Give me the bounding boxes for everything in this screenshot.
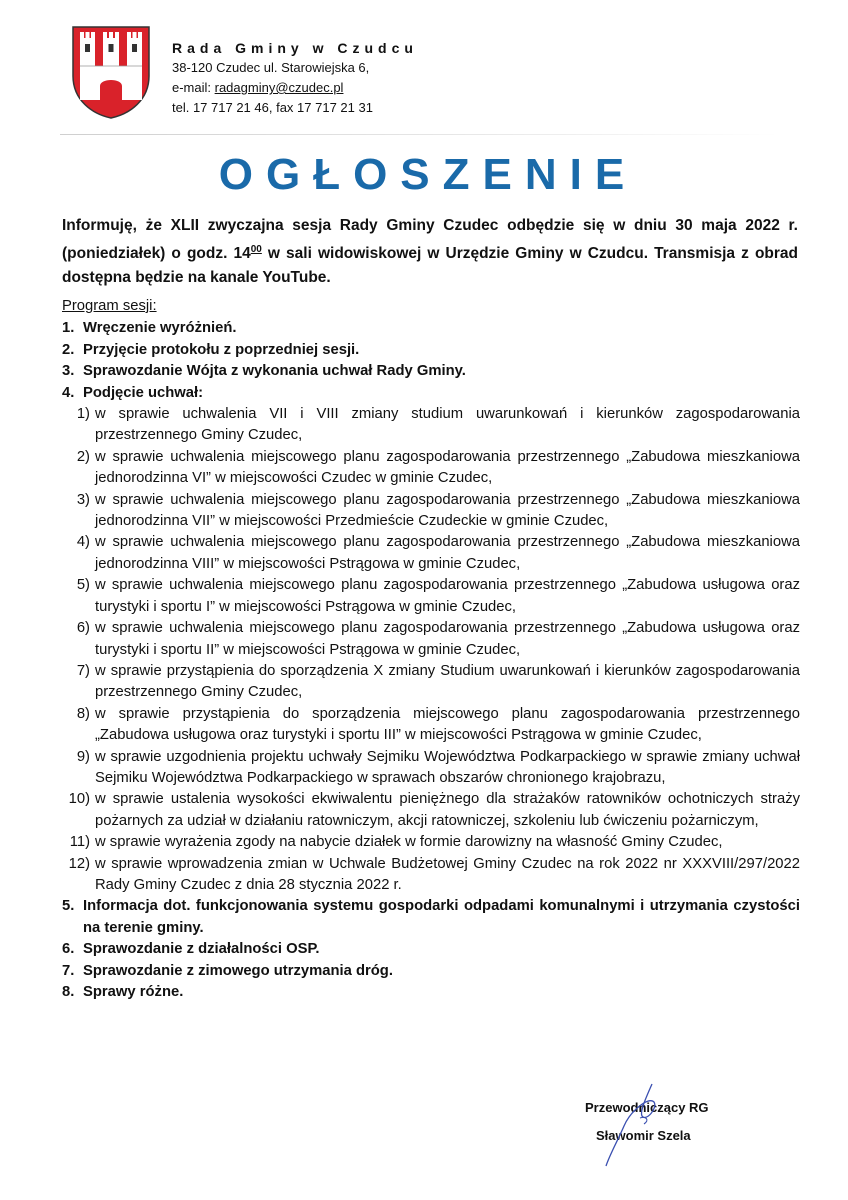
organization-name: Rada Gminy w Czudcu (172, 40, 418, 56)
program-item (62, 361, 800, 382)
intro-paragraph (62, 214, 798, 290)
subitem-number: 10) (68, 791, 90, 808)
address: 38-120 Czudec ul. Starowiejska 6, (172, 60, 370, 75)
subitem-text: w sprawie przystąpienia do sporządzenia miejscowego planu zagospodarowania przestrzennego „Zabudowa usługowa oraz turystyki i sportu III” w miejscowości Pstrągowa w gminie Czudec, (95, 705, 800, 744)
program-item (62, 982, 800, 1003)
item-text: Podjęcie uchwał: (83, 384, 204, 401)
item-number: 3. (62, 363, 75, 380)
item-text: Sprawy różne. (83, 984, 184, 1000)
subitem-text: w sprawie uchwalenia VII i VIII zmiany studium uwarunkowań i kierunków zagospodarowania przestrzennego Gminy Czudec, (95, 406, 800, 444)
item-text: Sprawozdanie z zimowego utrzymania dróg. (83, 962, 393, 979)
resolution-item (62, 532, 800, 575)
subitem-number: 3) (76, 491, 90, 508)
handwritten-signature-icon (600, 1082, 670, 1168)
resolution-item (62, 832, 800, 853)
program-item (62, 340, 800, 361)
subitem-number: 8) (76, 705, 90, 722)
intro-text-start: Informuję, że XLII zwyczajna sesja Rady Gminy Czudec odbędzie się w dniu 30 maja 2022 r. (poniedziałek) o godz. 14 (62, 217, 798, 262)
subitem-number: 11) (69, 834, 90, 851)
subitem-text: w sprawie uchwalenia miejscowego planu zagospodarowania przestrzennego „Zabudowa mieszkaniowa jednorodzinna VI” w miejscowości Czudec w gminie Czudec, (95, 448, 800, 487)
intro-time-minutes: 00 (250, 244, 262, 255)
program-item (62, 383, 800, 404)
page-title: OGŁOSZENIE (218, 150, 638, 199)
phone-fax: tel. 17 717 21 46, fax 17 717 21 31 (172, 100, 373, 115)
subitem-text: w sprawie uchwalenia miejscowego planu zagospodarowania przestrzennego „Zabudowa mieszkaniowa jednorodzinna VII” w miejscowości Przedmieście Czudeckie w gminie Czudec, (95, 491, 800, 530)
item-number: 8. (62, 984, 75, 1000)
resolution-item (62, 618, 800, 661)
subitem-number: 9) (76, 748, 90, 765)
item-number: 2. (62, 341, 75, 358)
subitem-text: w sprawie uchwalenia miejscowego planu zagospodarowania przestrzennego „Zabudowa usługowa oraz turystyki i sportu II” w miejscowości Pstrągowa w gminie Czudec, (95, 620, 800, 658)
subitem-text: w sprawie wyrażenia zgody na nabycie działek w formie darowizny na własność Gminy Czudec, (95, 834, 723, 851)
resolution-item (62, 404, 800, 447)
item-number: 7. (62, 962, 75, 979)
item-text: Sprawozdanie Wójta z wykonania uchwał Rady Gminy. (83, 363, 466, 380)
resolutions-list (62, 404, 800, 896)
subitem-number: 12) (68, 855, 90, 872)
item-number: 6. (62, 941, 75, 958)
item-text: Wręczenie wyróżnień. (83, 320, 237, 337)
item-number: 4. (62, 384, 75, 401)
session-program (62, 296, 800, 1003)
resolution-item (62, 704, 800, 747)
resolution-item (62, 747, 800, 790)
item-number: 1. (62, 320, 75, 337)
header-divider (60, 134, 780, 135)
program-item (62, 896, 800, 939)
resolution-item (62, 447, 800, 490)
email-line (172, 78, 418, 98)
email-link[interactable]: radagminy@czudec.pl (214, 80, 344, 95)
program-item (62, 939, 800, 960)
program-item (62, 318, 800, 339)
subitem-number: 5) (76, 577, 90, 594)
resolution-item (62, 490, 800, 533)
subitem-text: w sprawie uchwalenia miejscowego planu zagospodarowania przestrzennego „Zabudowa mieszkaniowa jednorodzinna VIII” w miejscowości Pstrągowa w gminie Czudec, (95, 534, 800, 572)
intro-text-end: w sali widowiskowej w Urzędzie Gminy w Czudcu. Transmisja z obrad dostępna będzie na kanale YouTube. (62, 245, 798, 286)
program-item (62, 961, 800, 982)
item-text: Sprawozdanie z działalności OSP. (83, 941, 320, 958)
signatory-title: Przewodniczący RG (585, 1100, 709, 1115)
resolution-item (62, 789, 800, 832)
item-text: Informacja dot. funkcjonowania systemu gospodarki odpadami komunalnymi i utrzymania czystości na terenie gminy. (83, 898, 800, 936)
item-text: Przyjęcie protokołu z poprzedniej sesji. (83, 341, 360, 358)
resolution-item (62, 854, 800, 897)
letterhead (172, 40, 418, 118)
email-prefix: e-mail: (172, 80, 215, 95)
subitem-text: w sprawie uzgodnienia projektu uchwały Sejmiku Województwa Podkarpackiego w sprawie zmiany uchwał Sejmiku Województwa Podkarpackiego w sprawach obszarów chronionego krajobrazu, (95, 748, 800, 786)
subitem-number: 2) (76, 448, 90, 465)
resolution-item (62, 575, 800, 618)
subitem-text: w sprawie przystąpienia do sporządzenia X zmiany Studium uwarunkowań i kierunków zagospodarowania przestrzennego Gminy Czudec, (95, 662, 800, 701)
resolution-item (62, 661, 800, 704)
subitem-number: 6) (76, 620, 90, 637)
subitem-text: w sprawie uchwalenia miejscowego planu zagospodarowania przestrzennego „Zabudowa usługowa oraz turystyki i sportu I” w miejscowości Pstrągowa w gminie Czudec, (95, 577, 800, 615)
program-label: Program sesji: (62, 298, 157, 314)
subitem-text: w sprawie ustalenia wysokości ekwiwalentu pieniężnego dla strażaków ratowników ochotniczych straży pożarnych za udział w działaniu ratowniczym, akcji ratowniczej, szkoleniu lub ćwiczeniu pożarniczym, (95, 791, 800, 829)
signatory-name: Sławomir Szela (596, 1128, 691, 1143)
subitem-number: 4) (76, 534, 90, 551)
subitem-number: 1) (76, 406, 90, 423)
subitem-text: w sprawie wprowadzenia zmian w Uchwale Budżetowej Gminy Czudec na rok 2022 nr XXXVIII/297/2022 Rady Gminy Czudec z dnia 28 stycznia 2022 r. (95, 855, 800, 893)
subitem-number: 7) (76, 662, 90, 679)
item-number: 5. (62, 898, 75, 915)
czudec-coat-of-arms-icon (70, 24, 152, 120)
